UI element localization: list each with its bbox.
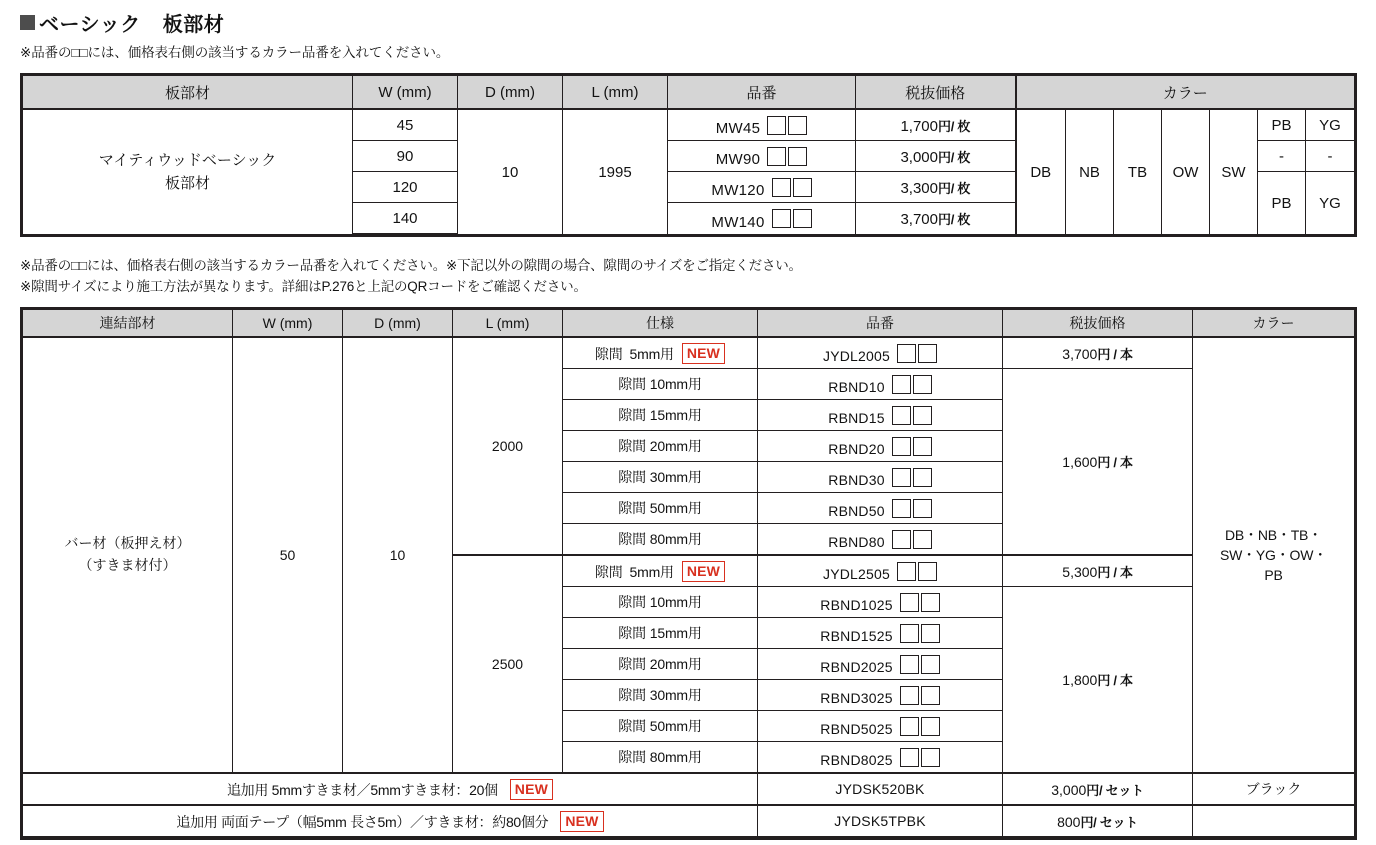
cell-price [1003,337,1193,369]
cell-spec [563,400,758,431]
cell-color-list [1193,337,1355,773]
table-row [23,337,1355,369]
spec-size: 15mm用 [649,407,702,424]
th-name: 板部材 [23,76,353,110]
price-unit: 円/ 枚 [938,149,971,165]
table-header-row [23,310,1355,338]
new-badge: NEW [510,779,553,800]
partno-text: JYDL2005 [823,348,890,365]
spec-label: 隙間 [618,594,646,611]
cell-spec [563,555,758,587]
th-spec: 仕様 [563,310,758,338]
cell-partno [758,369,1003,400]
spec-size: 80mm用 [649,749,702,766]
th-price: 税抜価格 [856,76,1016,110]
partno-text: RBND10 [828,379,885,396]
color-code-placeholder [890,465,932,489]
cell-color-extra-pb-34: PB [1258,172,1306,235]
th-partno: 品番 [758,310,1003,338]
color-list-line1: DB・NB・TB・ [1225,526,1322,543]
cell-w: 90 [353,141,458,172]
cell-spec [563,369,758,400]
th-color: カラー [1016,76,1355,110]
table-connector [22,309,1355,838]
cell-partno: JYDSK520BK [758,773,1003,805]
cell-price [856,172,1016,203]
spec-label: 隙間 [618,531,646,548]
cell-spec [563,337,758,369]
table-basic-board-wrap [20,73,1376,242]
note-mid-line1: ※品番の□□には、価格表右側の該当するカラー品番を入れてください。※下記以外の隙間の場合、隙間のサイズをご指定ください。 [20,258,802,274]
page-title-main: ベーシック [39,14,141,36]
cell-partno [758,649,1003,680]
color-code-placeholder [890,496,932,520]
th-w: W (mm) [353,76,458,110]
product-name-line1: バー材（板押え材） [64,535,191,552]
table-basic-board [22,75,1355,235]
spec-size: 10mm用 [649,594,702,611]
cell-group-price [1003,369,1193,556]
th-color: カラー [1193,310,1355,338]
price-value: 1,700 [900,117,938,135]
color-code-placeholder [765,144,807,168]
spec-label: 隙間 [618,656,646,673]
spec-size: 20mm用 [649,438,702,455]
price-value: 3,000 [900,148,938,166]
price-value: 3,000 [1051,781,1087,798]
spec-label: 隙間 [618,625,646,642]
cell-w: 120 [353,172,458,203]
price-unit: 円/ 枚 [938,180,971,196]
cell-l-2500: 2500 [453,555,563,773]
cell-partno [668,141,856,172]
cell-price [856,141,1016,172]
price-value: 5,300 [1062,563,1098,580]
color-code-placeholder [895,559,937,583]
price-unit: 円/ 枚 [938,212,971,227]
cell-partno [758,680,1003,711]
spec-label: 隙間 [618,376,646,393]
spec-label: 隙間 [618,438,646,455]
th-d: D (mm) [343,310,453,338]
price-unit: 円/ セット [1086,782,1144,798]
cell-spec [563,680,758,711]
spec-size: 5mm用 [629,563,674,580]
color-code-placeholder [898,683,940,707]
table-row [23,773,1355,805]
spec-label: 隙間 [618,749,646,766]
cell-partno [758,462,1003,493]
new-badge: NEW [682,561,725,582]
cell-partno [668,203,856,235]
cell-color-extra-pb-2: - [1258,141,1306,172]
cell-spec [563,711,758,742]
partno-text: RBND80 [828,534,885,551]
cell-spec [563,493,758,524]
partno-text: RBND15 [828,410,885,427]
spec-label: 隙間 [618,469,646,486]
partno-text: RBND1025 [820,597,893,614]
cell-color: ブラック [1193,773,1355,805]
table-connector-wrap [20,307,1376,845]
extra-label-text: 追加用 5mmすきま材／5mmすきま材：20個 [226,781,498,798]
cell-price [856,203,1016,235]
spec-size: 80mm用 [649,531,702,548]
cell-color-extra-yg-1: YG [1306,109,1355,141]
color-code-placeholder [890,372,932,396]
color-code-placeholder [898,745,940,769]
square-marker-icon [20,15,35,30]
cell-price [1003,773,1193,805]
price-unit: 円/ セット [1080,814,1138,830]
cell-d: 10 [343,337,453,773]
cell-color-extra-yg-34: YG [1306,172,1355,235]
spec-label: 隙間 [618,687,646,704]
product-name-line2: 板部材 [164,175,210,192]
spec-size: 10mm用 [649,376,702,393]
color-code-placeholder [770,207,812,231]
partno-text: JYDL2505 [823,566,890,583]
cell-spec [563,587,758,618]
cell-partno: JYDSK5TPBK [758,805,1003,837]
price-value: 1,600 [1062,454,1098,471]
th-d: D (mm) [458,76,563,110]
cell-price [1003,805,1193,837]
color-code-placeholder [898,652,940,676]
cell-spec [563,649,758,680]
cell-color-ow: OW [1162,109,1210,234]
cell-w: 45 [353,109,458,141]
partno-text: RBND30 [828,472,885,489]
cell-color-sw: SW [1210,109,1258,234]
table-row [23,109,1355,141]
color-list-line2: SW・YG・OW・ [1219,546,1328,563]
cell-partno [758,524,1003,556]
table-row [23,805,1355,837]
cell-partno [758,493,1003,524]
color-code-placeholder [898,590,940,614]
cell-partno [758,618,1003,649]
cell-color-nb: NB [1066,109,1114,234]
spec-size: 30mm用 [649,469,702,486]
cell-color-extra-yg-2: - [1306,141,1355,172]
price-unit: 円 / 本 [1097,564,1133,580]
cell-partno [758,742,1003,774]
th-l: L (mm) [563,76,668,110]
product-name-line1: マイティウッドベーシック [98,151,277,169]
note-top: ※品番の□□には、価格表右側の該当するカラー品番を入れてください。 [20,45,450,60]
partno-text: RBND2025 [820,659,893,676]
color-code-placeholder [765,113,807,137]
price-value: 3,700 [900,211,938,228]
spec-size: 15mm用 [649,625,702,642]
table-header-row [23,76,1355,110]
partno-text: RBND20 [828,441,885,458]
partno-text: RBND1525 [820,628,893,645]
cell-extra-label [23,805,758,837]
cell-spec [563,742,758,774]
cell-partno [758,400,1003,431]
cell-w: 50 [233,337,343,773]
color-code-placeholder [898,621,940,645]
spec-label: 隙間 [594,563,623,580]
page-title-sub: 板部材 [162,14,225,36]
cell-group-price [1003,587,1193,774]
partno-text: MW90 [715,151,761,169]
spec-label: 隙間 [618,718,646,735]
price-value: 1,800 [1062,672,1098,689]
partno-text: RBND8025 [820,752,893,769]
cell-spec [563,618,758,649]
partno-text: MW120 [711,182,765,200]
cell-w: 140 [353,203,458,235]
price-unit: 円/ 枚 [938,118,971,134]
cell-d: 10 [458,109,563,234]
cell-product-name [23,109,353,234]
cell-color-extra-pb-1: PB [1258,109,1306,141]
page-title [20,8,1376,37]
th-l: L (mm) [453,310,563,338]
extra-label-text: 追加用 両面テープ（幅5mm 長さ5m）／すきま材：約80個分 [176,813,549,830]
cell-partno [758,587,1003,618]
cell-spec [563,524,758,556]
partno-text: RBND50 [828,503,885,520]
cell-partno [758,431,1003,462]
color-code-placeholder [898,714,940,738]
product-name-line2: （すきま材付） [78,557,177,574]
cell-partno [758,555,1003,587]
price-value: 3,300 [900,179,938,197]
spec-size: 50mm用 [649,500,702,517]
cell-partno [758,711,1003,742]
price-value: 3,700 [1062,345,1098,362]
spec-label: 隙間 [618,407,646,424]
cell-spec [563,462,758,493]
cell-color-tb: TB [1114,109,1162,234]
spec-size: 5mm用 [629,345,674,362]
color-code-placeholder [890,403,932,427]
cell-extra-label [23,773,758,805]
price-unit: 円 / 本 [1097,455,1133,471]
cell-color [1193,805,1355,837]
cell-price [856,109,1016,141]
color-code-placeholder [770,175,812,199]
spec-label: 隙間 [618,500,646,517]
spec-size: 20mm用 [649,656,702,673]
cell-l: 1995 [563,109,668,234]
spec-label: 隙間 [594,345,623,362]
spec-size: 50mm用 [649,718,702,735]
cell-partno [758,337,1003,369]
note-mid-line2: ※隙間サイズにより施工方法が異なります。詳細はP.276と上記のQRコードをご確認ください。 [20,279,587,295]
color-code-placeholder [895,341,937,365]
new-badge: NEW [682,343,725,364]
notes-mid [20,256,1376,298]
th-partno: 品番 [668,76,856,110]
partno-text: MW140 [711,213,765,231]
price-unit: 円 / 本 [1097,673,1133,689]
th-price: 税抜価格 [1003,310,1193,338]
color-code-placeholder [890,434,932,458]
cell-spec [563,431,758,462]
cell-partno [668,172,856,203]
th-w: W (mm) [233,310,343,338]
cell-l-2000: 2000 [453,337,563,555]
partno-text: RBND3025 [820,690,893,707]
spec-size: 30mm用 [649,687,702,704]
cell-color-db: DB [1016,109,1066,234]
color-code-placeholder [890,527,932,551]
price-value: 800 [1057,813,1081,830]
price-unit: 円 / 本 [1097,346,1133,362]
cell-partno [668,109,856,141]
color-list-line3: PB [1264,567,1283,584]
partno-text: RBND5025 [820,721,893,738]
cell-product-name [23,337,233,773]
price-table-page [0,8,1376,832]
new-badge: NEW [560,811,603,832]
th-name: 連結部材 [23,310,233,338]
partno-text: MW45 [715,120,761,138]
cell-price [1003,555,1193,587]
